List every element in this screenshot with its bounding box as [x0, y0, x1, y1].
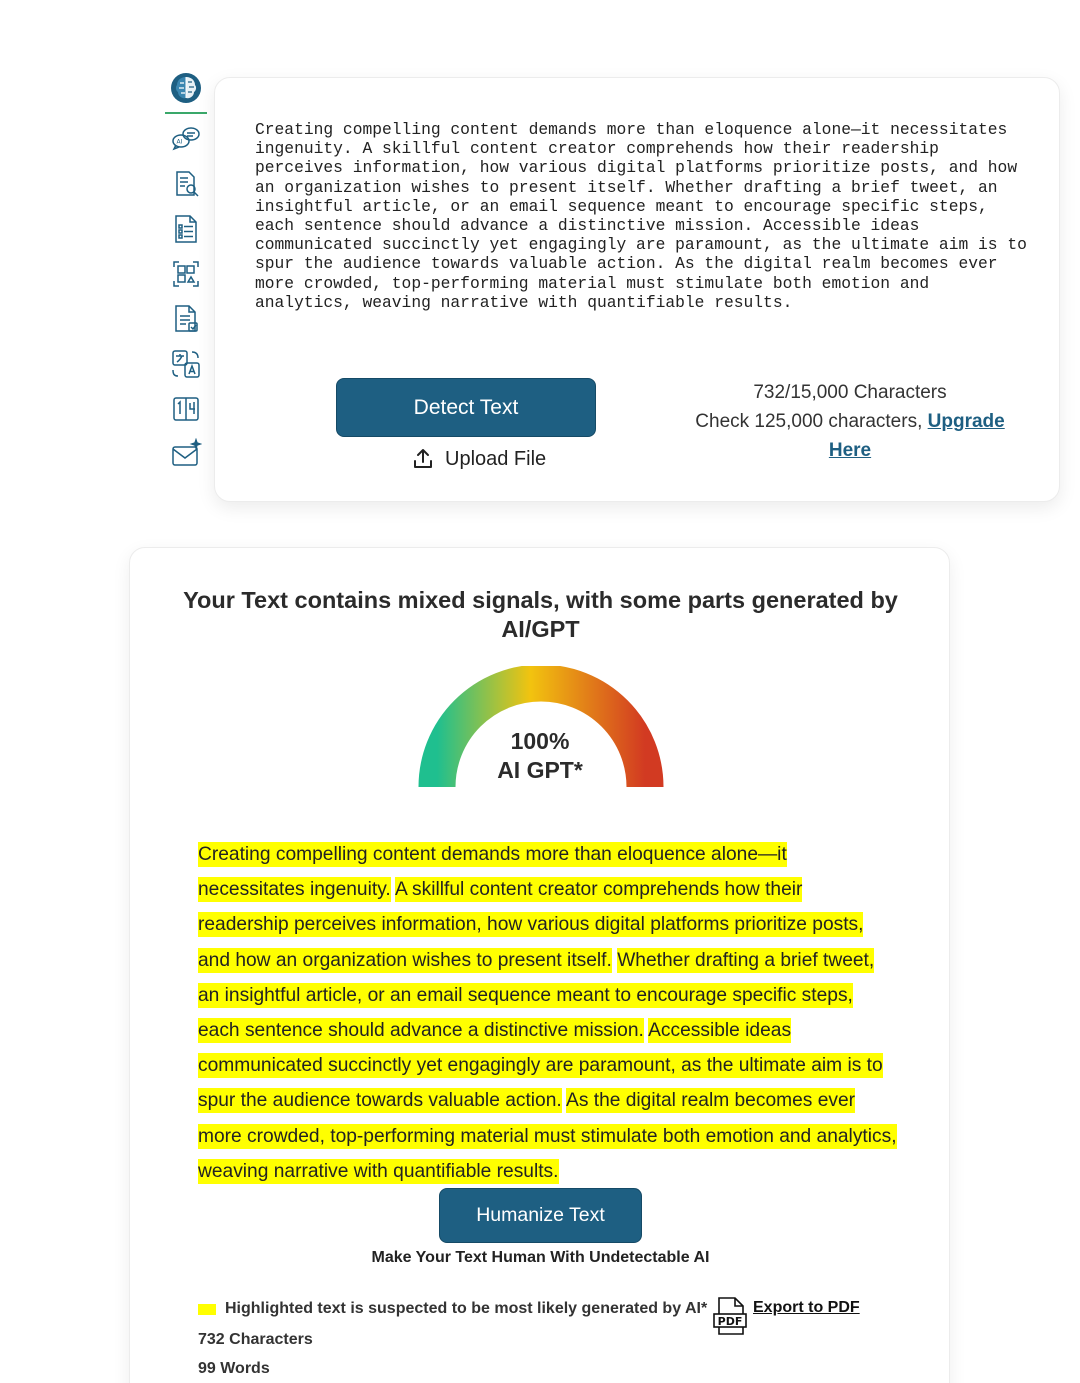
- highlighted-text: [198, 837, 898, 1189]
- legend-swatch: [198, 1304, 216, 1315]
- document-list-icon: [170, 213, 202, 245]
- input-card: [214, 77, 1060, 502]
- character-count: 732/15,000 Characters: [753, 382, 947, 403]
- sidebar-item-document-search[interactable]: [165, 161, 207, 206]
- sidebar-item-translate[interactable]: [165, 341, 207, 386]
- upgrade-prefix: Check 125,000 characters,: [695, 411, 928, 432]
- pdf-icon-label: PDF: [717, 1315, 743, 1328]
- mail-sparkle-icon: [170, 438, 202, 470]
- upload-file-button[interactable]: [411, 444, 546, 474]
- upload-icon: [411, 447, 435, 471]
- characters-count: 732 Characters: [198, 1331, 313, 1348]
- ai-chat-icon: [170, 123, 202, 155]
- brain-icon: [170, 72, 202, 104]
- upload-file-label: Upload File: [445, 447, 547, 470]
- highlighted-sentence: Creating compelling content demands more than eloquence alone—it necessitates ingenuity.: [198, 844, 787, 901]
- detect-text-button[interactable]: Detect Text: [336, 378, 596, 437]
- legend-text: Highlighted text is suspected to be most likely generated by AI*: [225, 1300, 708, 1317]
- sidebar-item-number-compare[interactable]: [165, 386, 207, 431]
- pdf-icon: [713, 1296, 747, 1336]
- highlight-legend: [198, 1300, 707, 1318]
- humanize-caption: Make Your Text Human With Undetectable AI: [371, 1249, 710, 1266]
- number-compare-icon: [170, 393, 202, 425]
- sidebar: [165, 64, 207, 476]
- highlighted-sentence: Accessible ideas communicated succinctly yet engagingly are paramount, as the ultimate aim is to spur the audience towards valuable action.: [198, 1020, 883, 1112]
- upgrade-text: [685, 407, 1015, 465]
- highlighted-sentence: A skillful content creator comprehends how their readership perceives information, how various digital platforms prioritize posts, and how an organization wishes to present itself.: [198, 879, 864, 971]
- input-text-area[interactable]: Creating compelling content demands more than eloquence alone—it necessitates ingenuity. A skillful content creator comprehends how their readership perceives information, how various digital platforms prioritize posts, and how an organization wishes to present itself. Whether drafting a brief tweet, an insightful article, or an email sequence meant to encourage specific steps, each sentence should advance a distinctive mission. Accessible ideas communicated succinctly yet engagingly are paramount, as the ultimate aim is to spur the audience towards valuable action. As the digital realm becomes ever more crowded, top-performing material must stimulate both emotion and analytics, weaving narrative with quantifiable results.: [255, 120, 1027, 312]
- gauge-label: AI GPT*: [497, 757, 583, 783]
- sidebar-item-mail-sparkle[interactable]: [165, 431, 207, 476]
- highlighted-sentence: Whether drafting a brief tweet, an insightful article, or an email sequence meant to encourage specific steps, each sentence should advance a distinctive mission.: [198, 949, 875, 1042]
- sidebar-item-document-check[interactable]: [165, 296, 207, 341]
- character-info: [685, 378, 1015, 465]
- export-pdf-label: Export to PDF: [753, 1299, 860, 1316]
- upgrade-link[interactable]: Upgrade Here: [828, 411, 1005, 461]
- sidebar-item-document-list[interactable]: [165, 206, 207, 251]
- highlighted-sentence: As the digital realm becomes ever more crowded, top-performing material must stimulate both emotion and analytics, weaving narrative with quantifiable results.: [198, 1090, 897, 1182]
- gauge-percent: 100%: [510, 728, 570, 754]
- sidebar-item-image-scan[interactable]: [165, 251, 207, 296]
- export-pdf-button[interactable]: [713, 1296, 860, 1336]
- svg-text:AI: AI: [176, 138, 183, 145]
- result-card: [129, 547, 950, 1383]
- document-search-icon: [170, 168, 202, 200]
- words-count: 99 Words: [198, 1360, 270, 1377]
- humanize-text-button[interactable]: Humanize Text: [439, 1188, 642, 1243]
- sidebar-item-ai-chat[interactable]: [165, 116, 207, 161]
- image-scan-icon: [170, 258, 202, 290]
- translate-icon: [170, 348, 202, 380]
- result-title: Your Text contains mixed signals, with some parts generated by AI/GPT: [183, 587, 898, 642]
- document-check-icon: [170, 303, 202, 335]
- sidebar-item-ai-detector[interactable]: [165, 64, 207, 114]
